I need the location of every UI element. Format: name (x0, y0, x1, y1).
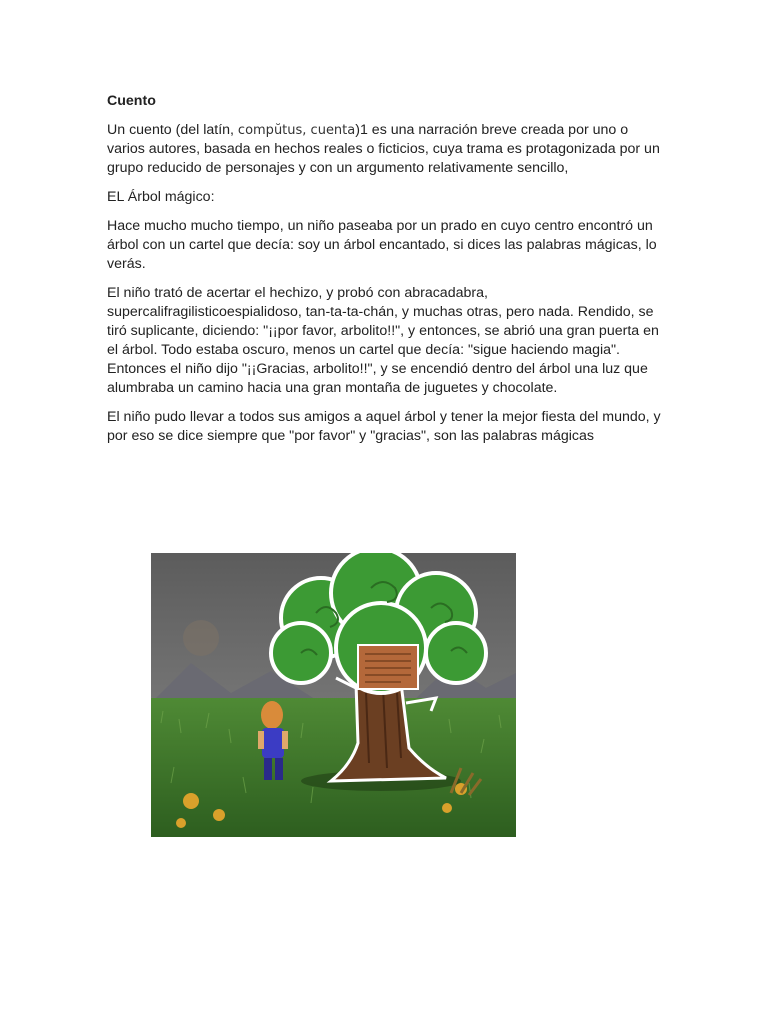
illustration-svg (151, 553, 516, 837)
intro-text-start: Un cuento (del latín, (107, 122, 238, 138)
story-paragraph-1: Hace mucho mucho tiempo, un niño paseaba por un prado en cuyo centro encontró un árbol con un cartel que decía: soy un árbol encantado, si dices las palabras mágicas, lo verás. (107, 218, 657, 272)
magic-tree-illustration (151, 553, 516, 837)
story-paragraph-2: El niño trató de acertar el hechizo, y probó con abracadabra, supercalifragilisticoespialidoso, tan-ta-ta-chán, y muchas otras, pero nada. Rendido, se tiró suplicante, diciendo: "¡¡por favor, arbolito!!", y entonces, se abrió una gran puerta en el árbol. Todo estaba oscuro, menos un cartel que decía: "sigue haciendo magia". Entonces el niño dijo "¡¡Gracias, arbolito!!", y se encendió dentro del árbol una luz que alumbraba un camino hacia una gran montaña de juguetes y chocolate. (107, 285, 659, 396)
document-body (107, 92, 667, 456)
story-paragraph-3: El niño pudo llevar a todos sus amigos a aquel árbol y tener la mejor fiesta del mundo, y por eso se dice siempre que "por favor" y "gracias", son las palabras mágicas (107, 409, 661, 444)
etymology-text: compŭtus, cuenta (237, 123, 356, 138)
story-title: EL Árbol mágico: (107, 189, 215, 205)
sun-icon (183, 620, 219, 656)
document-title: Cuento (107, 93, 156, 109)
intro-paragraph (107, 121, 667, 178)
grass-field (151, 698, 516, 837)
intro-text-end: )1 es una narración breve creada por uno o varios autores, basada en hechos reales o ficticios, cuya trama es protagonizada por un grupo reducido de personajes y con un argumento relativamente sencillo, (107, 122, 660, 176)
